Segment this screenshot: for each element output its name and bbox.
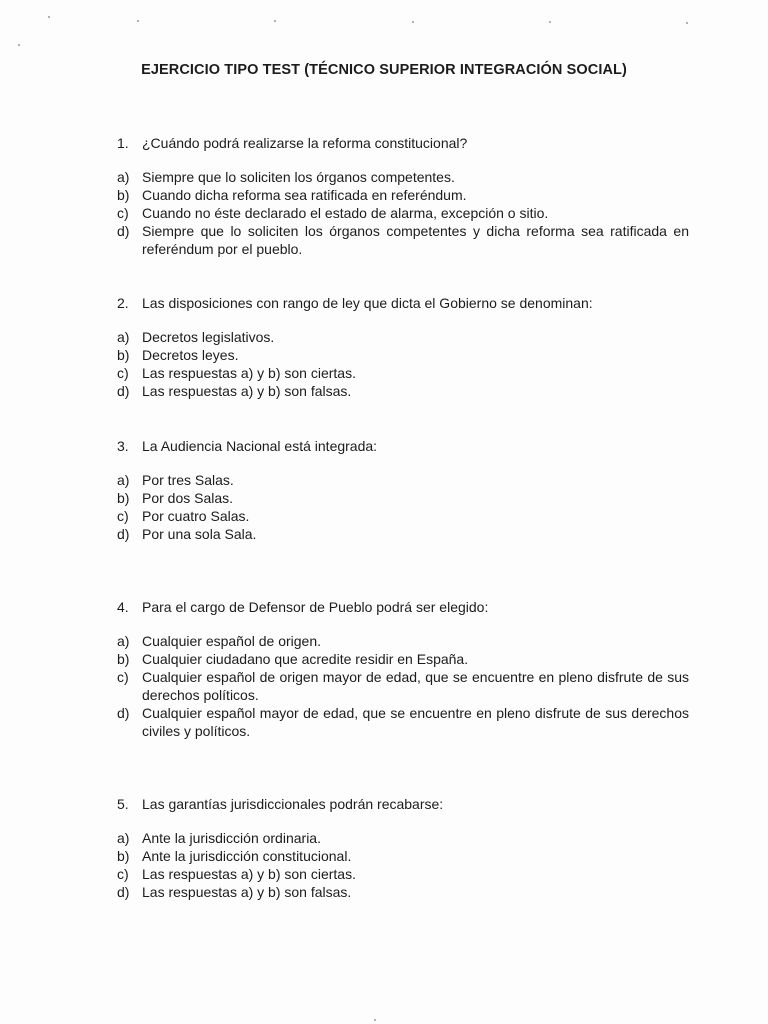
question-line (117, 598, 689, 616)
page-title: EJERCICIO TIPO TEST (TÉCNICO SUPERIOR INTEGRACIÓN SOCIAL) (141, 62, 627, 78)
scan-speck (48, 16, 50, 18)
option-b (117, 186, 689, 204)
scan-speck (686, 22, 688, 24)
option-b (117, 346, 689, 364)
question-number: 5. (117, 796, 129, 812)
option-d (117, 525, 689, 543)
question-line (117, 795, 689, 813)
scan-speck (549, 21, 551, 23)
option-a (117, 328, 689, 346)
option-text: Por dos Salas. (142, 490, 234, 506)
option-text: Ante la jurisdicción constitucional. (142, 848, 352, 864)
option-text: Decretos leyes. (142, 347, 239, 363)
option-letter: d) (117, 223, 130, 239)
option-letter: b) (117, 490, 130, 506)
option-text: Cualquier español mayor de edad, que se encuentre en pleno disfrute de sus derechos civiles y políticos. (142, 705, 689, 739)
option-letter: c) (117, 669, 129, 685)
option-a (117, 168, 689, 186)
option-text: Ante la jurisdicción ordinaria. (142, 830, 321, 846)
option-letter: a) (117, 169, 130, 185)
question-text: Las garantías jurisdiccionales podrán recabarse: (142, 796, 444, 812)
question-line (117, 294, 689, 312)
option-letter: a) (117, 633, 130, 649)
option-c (117, 865, 689, 883)
option-d (117, 883, 689, 901)
option-letter: b) (117, 848, 130, 864)
question-1 (117, 134, 689, 258)
option-text: Las respuestas a) y b) son falsas. (142, 884, 352, 900)
option-letter: b) (117, 651, 130, 667)
option-text: Cualquier español de origen mayor de edad, que se encuentre en pleno disfrute de sus derechos políticos. (142, 669, 689, 703)
option-text: Por tres Salas. (142, 472, 234, 488)
option-b (117, 489, 689, 507)
option-text: Cuando no éste declarado el estado de alarma, excepción o sitio. (142, 205, 549, 221)
option-letter: d) (117, 526, 130, 542)
option-text: Por una sola Sala. (142, 526, 257, 542)
option-letter: c) (117, 365, 129, 381)
option-letter: a) (117, 472, 130, 488)
scan-speck (274, 20, 276, 22)
option-c (117, 668, 689, 704)
question-line (117, 437, 689, 455)
option-c (117, 364, 689, 382)
option-letter: d) (117, 705, 130, 721)
option-d (117, 704, 689, 740)
option-letter: a) (117, 830, 130, 846)
option-text: Las respuestas a) y b) son falsas. (142, 383, 352, 399)
options-list (117, 471, 689, 543)
option-text: Cuando dicha reforma sea ratificada en referéndum. (142, 187, 467, 203)
option-d (117, 382, 689, 400)
option-letter: a) (117, 329, 130, 345)
scan-speck (412, 21, 414, 23)
option-text: Decretos legislativos. (142, 329, 275, 345)
option-letter: d) (117, 884, 130, 900)
question-text: La Audiencia Nacional está integrada: (142, 438, 378, 454)
option-text: Cualquier español de origen. (142, 633, 322, 649)
question-2 (117, 294, 689, 400)
question-3 (117, 437, 689, 543)
scan-speck (137, 20, 139, 22)
option-a (117, 829, 689, 847)
option-letter: c) (117, 866, 129, 882)
option-text: Las respuestas a) y b) son ciertas. (142, 866, 356, 882)
option-d (117, 222, 689, 258)
options-list (117, 328, 689, 400)
question-text: Las disposiciones con rango de ley que dicta el Gobierno se denominan: (142, 295, 593, 311)
option-b (117, 847, 689, 865)
option-c (117, 204, 689, 222)
scan-speck (374, 1019, 376, 1021)
scan-speck (18, 44, 20, 46)
question-line (117, 134, 689, 152)
option-text: Por cuatro Salas. (142, 508, 250, 524)
option-letter: d) (117, 383, 130, 399)
options-list (117, 829, 689, 901)
question-text: Para el cargo de Defensor de Pueblo podrá ser elegido: (142, 599, 489, 615)
option-letter: b) (117, 347, 130, 363)
question-number: 2. (117, 295, 129, 311)
option-a (117, 471, 689, 489)
question-4 (117, 598, 689, 740)
option-text: Cualquier ciudadano que acredite residir en España. (142, 651, 469, 667)
question-text: ¿Cuándo podrá realizarse la reforma constitucional? (142, 135, 468, 151)
options-list (117, 168, 689, 258)
options-list (117, 632, 689, 740)
option-letter: b) (117, 187, 130, 203)
question-number: 1. (117, 135, 129, 151)
option-letter: c) (117, 508, 129, 524)
option-text: Las respuestas a) y b) son ciertas. (142, 365, 356, 381)
question-number: 3. (117, 438, 129, 454)
option-letter: c) (117, 205, 129, 221)
option-text: Siempre que lo soliciten los órganos competentes y dicha reforma sea ratificada en referéndum por el pueblo. (142, 223, 689, 257)
option-c (117, 507, 689, 525)
option-text: Siempre que lo soliciten los órganos competentes. (142, 169, 455, 185)
option-b (117, 650, 689, 668)
question-number: 4. (117, 599, 129, 615)
option-a (117, 632, 689, 650)
question-5 (117, 795, 689, 901)
